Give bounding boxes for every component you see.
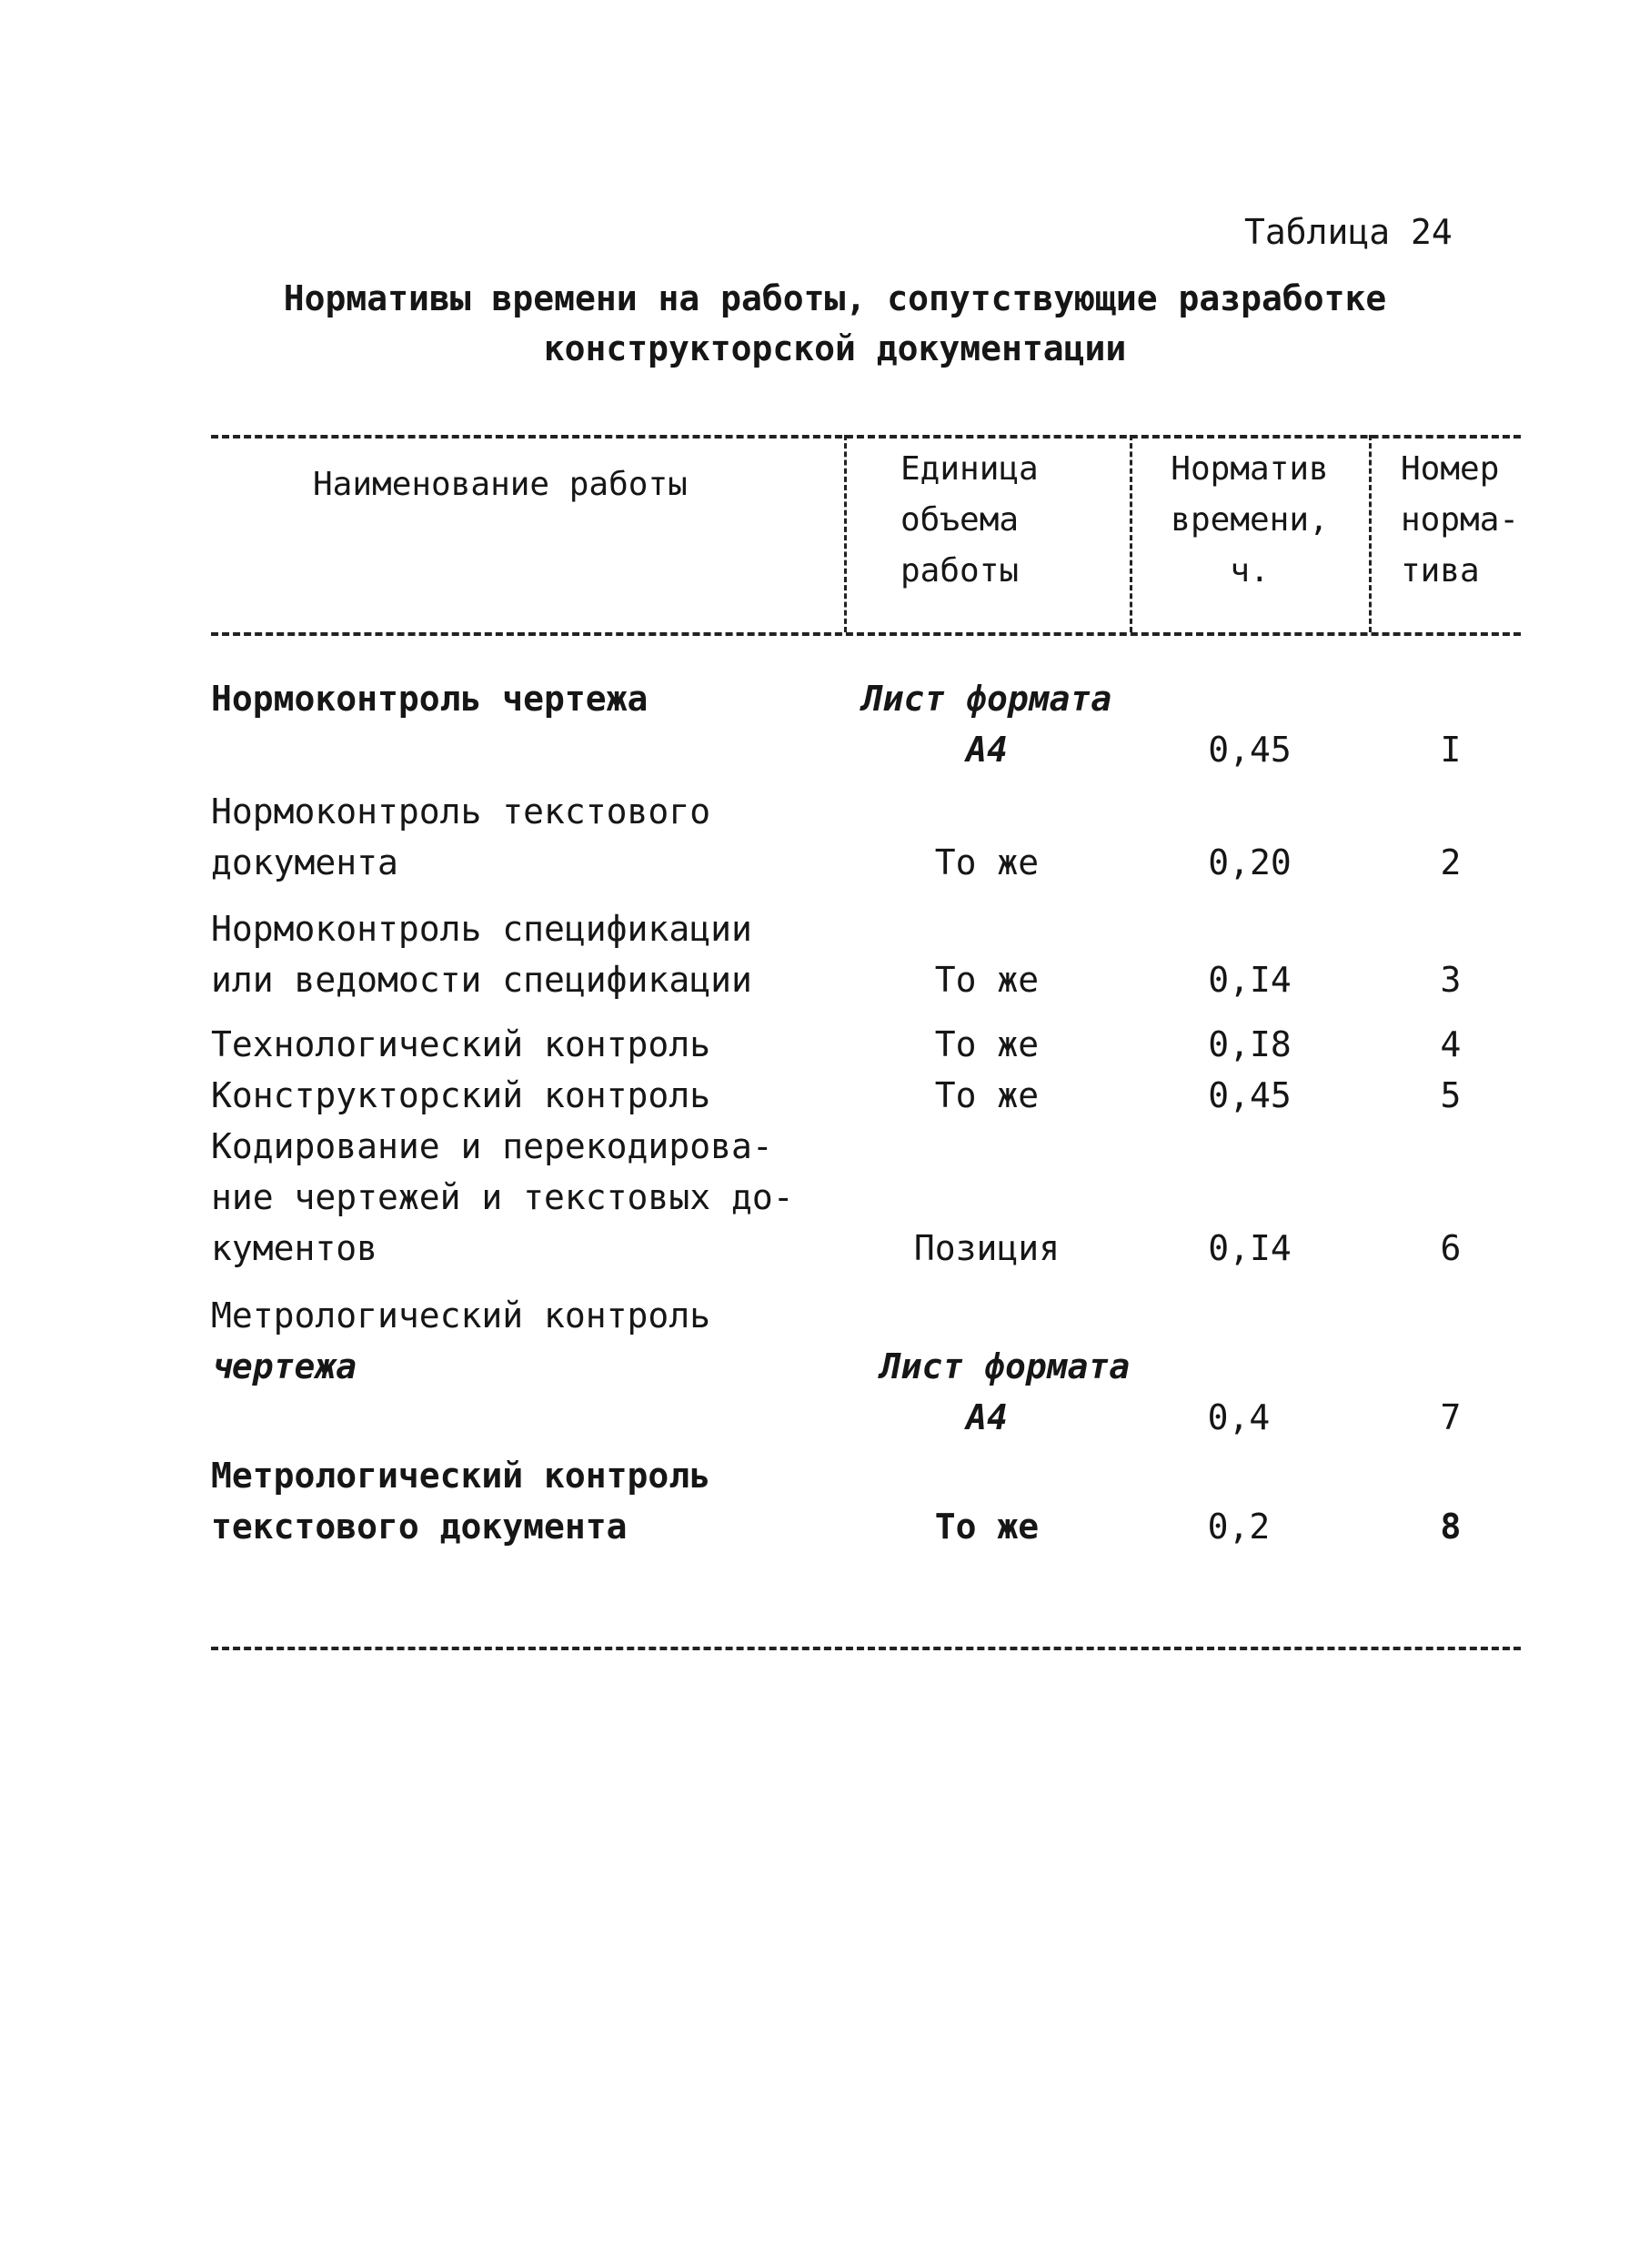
row-name-line: Нормоконтроль чертежа <box>211 679 649 719</box>
row-5-unit: То же <box>934 1075 1040 1115</box>
row-name-line: Технологический контроль <box>211 1024 711 1064</box>
row-name-line: или ведомости спецификации <box>211 960 752 1000</box>
row-8-number: 8 <box>1440 1507 1462 1547</box>
row-1-norm: 0,45 <box>1208 730 1292 770</box>
row-name-line: чертежа <box>211 1346 357 1386</box>
row-unit-line: А4 <box>966 1397 1008 1437</box>
header-unit-line: Единица <box>900 450 1039 488</box>
header-unit-line: объема <box>900 501 1020 539</box>
row-name-line: Нормоконтроль спецификации <box>211 909 752 949</box>
header-number-line: Номер <box>1401 450 1500 488</box>
row-6-number: 6 <box>1440 1228 1462 1268</box>
row-name-line: документа <box>211 842 398 882</box>
header-divider-2 <box>1130 435 1132 632</box>
row-1-unit <box>846 673 1128 775</box>
table-title-line-1: Нормативы времени на работы, сопутствующие разработке <box>283 278 1387 318</box>
header-divider-3 <box>1369 435 1372 632</box>
header-unit <box>900 444 1039 597</box>
header-number-line: тива <box>1401 552 1480 590</box>
header-norm-line: Норматив <box>1171 450 1329 488</box>
row-name-line: ние чертежей и текстовых до- <box>211 1177 794 1217</box>
row-1-name <box>211 673 648 724</box>
table-bottom-rule <box>211 1647 1521 1650</box>
row-4-name <box>211 1019 710 1070</box>
row-2-name <box>211 786 710 888</box>
row-1-number: I <box>1440 730 1462 770</box>
row-4-number: 4 <box>1440 1024 1462 1064</box>
header-time-norm <box>1148 444 1352 597</box>
row-3-number: 3 <box>1440 960 1462 1000</box>
table-title-line-2: конструкторской документации <box>543 328 1127 368</box>
row-unit-line: А4 <box>966 730 1008 770</box>
row-name-line: Кодирование и перекодирова- <box>211 1126 773 1166</box>
row-7-unit <box>864 1341 1146 1443</box>
row-unit-line: Лист формата <box>861 679 1112 719</box>
row-2-unit: То же <box>934 842 1040 882</box>
row-8-norm: 0,2 <box>1207 1507 1271 1547</box>
row-6-norm: 0,I4 <box>1208 1228 1292 1268</box>
row-name-line: кументов <box>211 1228 378 1268</box>
header-divider-1 <box>844 435 847 632</box>
row-2-norm: 0,20 <box>1208 842 1292 882</box>
row-6-unit: Позиция <box>913 1228 1061 1268</box>
row-2-number: 2 <box>1440 842 1462 882</box>
header-number-line: норма- <box>1401 501 1520 539</box>
row-7-number: 7 <box>1440 1397 1462 1437</box>
row-5-norm: 0,45 <box>1208 1075 1292 1115</box>
row-8-name <box>211 1450 710 1552</box>
header-norm-number <box>1401 444 1519 597</box>
header-unit-line: работы <box>900 552 1020 590</box>
row-5-name <box>211 1070 710 1121</box>
row-name-line: Метрологический контроль <box>211 1295 711 1336</box>
header-work-name: Наименование работы <box>313 466 688 503</box>
table-header-bottom-rule <box>211 632 1521 636</box>
row-8-unit: То же <box>934 1507 1040 1547</box>
table-label: Таблица 24 <box>1244 212 1453 252</box>
row-3-name <box>211 903 752 1005</box>
row-4-unit: То же <box>934 1024 1040 1064</box>
table-top-rule <box>211 435 1521 438</box>
header-norm-line: времени, <box>1171 501 1329 539</box>
row-3-norm: 0,I4 <box>1208 960 1292 1000</box>
row-name-line: Метрологический контроль <box>211 1456 711 1496</box>
row-6-name <box>211 1121 794 1274</box>
row-7-name <box>211 1290 710 1392</box>
row-unit-line: Лист формата <box>880 1346 1131 1386</box>
row-5-number: 5 <box>1440 1075 1462 1115</box>
row-name-line: Нормоконтроль текстового <box>211 791 711 832</box>
header-norm-line: ч. <box>1230 552 1270 590</box>
row-name-line: текстового документа <box>211 1507 628 1547</box>
row-7-norm: 0,4 <box>1207 1397 1271 1437</box>
row-4-norm: 0,I8 <box>1208 1024 1292 1064</box>
row-3-unit: То же <box>934 960 1040 1000</box>
row-name-line: Конструкторский контроль <box>211 1075 711 1115</box>
